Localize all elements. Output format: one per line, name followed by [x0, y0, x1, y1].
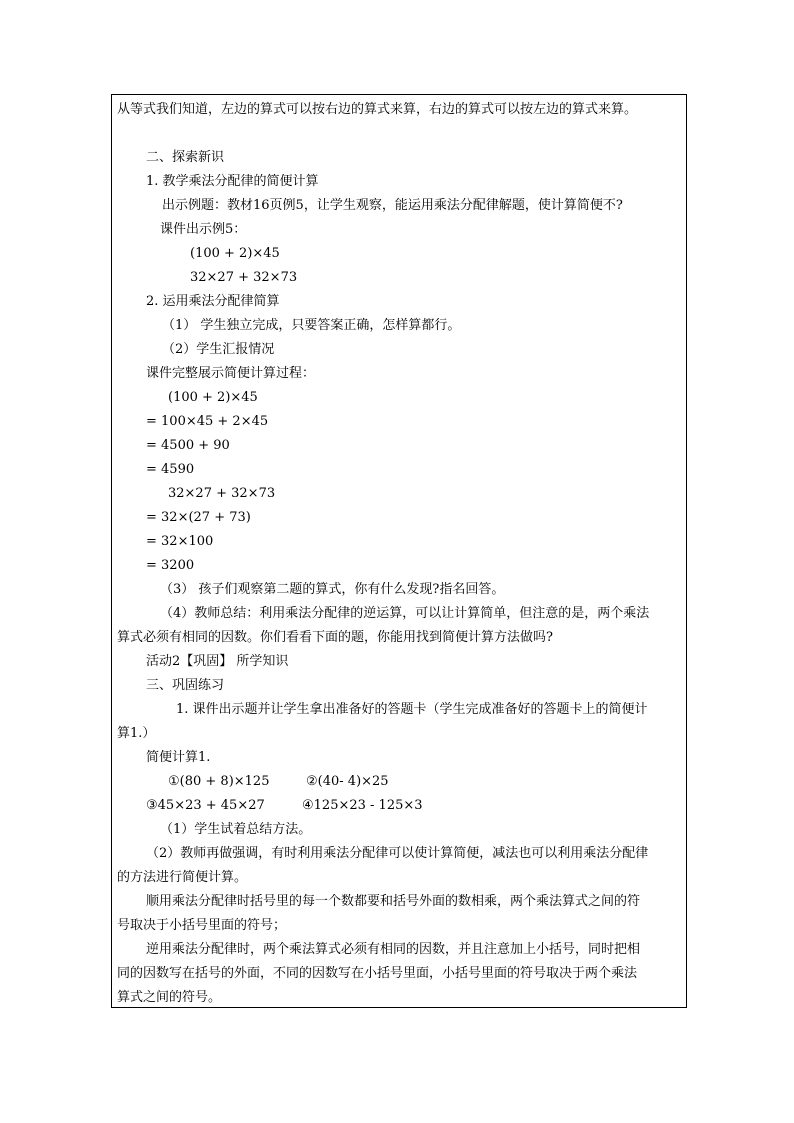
section-heading-practice: 三、巩固练习	[146, 678, 225, 693]
text-line: （2）教师再做强调，有时利用乘法分配律可以使计算简便，减法也可以利用乘法分配律	[146, 846, 649, 861]
subheading-1: 1. 教学乘法分配律的简便计算	[146, 174, 319, 189]
formula-line: = 32×100	[146, 534, 214, 549]
text-line: （4）教师总结：利用乘法分配律的逆运算，可以让计算简单，但注意的是，两个乘法	[160, 606, 650, 621]
formula-line: = 4590	[146, 462, 195, 477]
text-line: 课件完整展示简便计算过程：	[146, 366, 316, 381]
formula-line: 32×27 + 32×73	[190, 270, 298, 285]
text-line: 的方法进行简便计算。	[117, 870, 248, 885]
text-line: 算1.）	[117, 726, 156, 741]
text-line: （1）学生试着总结方法。	[160, 822, 312, 837]
text-line-intro: 从等式我们知道，左边的算式可以按右边的算式来算，右边的算式可以按左边的算式来算。	[117, 102, 638, 117]
activity-heading: 活动2【巩固】 所学知识	[146, 654, 289, 669]
formula-line: 32×27 + 32×73	[168, 486, 276, 501]
formula-line: (100 + 2)×45	[190, 246, 280, 261]
formula-line: = 32×(27 + 73)	[146, 510, 251, 525]
text-line: 同的因数写在括号的外面，不同的因数写在小括号里面，小括号里面的符号取决于两个乘法	[117, 966, 638, 981]
subheading-2: 2. 运用乘法分配律简算	[146, 294, 280, 309]
text-line: 逆用乘法分配律时，两个乘法算式必须有相同的因数，并且注意加上小括号，同时把相	[146, 942, 641, 957]
exercise-item: ①(80 + 8)×125	[168, 774, 270, 789]
formula-line: = 4500 + 90	[146, 438, 230, 453]
text-line: （1） 学生独立完成，只要答案正确，怎样算都行。	[162, 318, 461, 333]
text-line: 出示例题：教材16页例5，让学生观察，能运用乘法分配律解题，使计算简便不?	[162, 198, 623, 213]
text-line: 简便计算1.	[146, 750, 211, 765]
text-line: （2）学生汇报情况	[162, 342, 275, 357]
text-line: （3） 孩子们观察第二题的算式，你有什么发现?指名回答。	[160, 582, 505, 597]
text-line: 算式之间的符号。	[117, 990, 222, 1005]
section-heading-explore: 二、探索新识	[146, 150, 225, 165]
text-line: 顺用乘法分配律时括号里的每一个数都要和括号外面的数相乘，两个乘法算式之间的符	[146, 894, 641, 909]
text-line: 1. 课件出示题并让学生拿出准备好的答题卡（学生完成准备好的答题卡上的简便计	[176, 702, 648, 717]
text-line: 课件出示例5：	[160, 222, 247, 237]
exercise-item: ④125×23 - 125×3	[302, 798, 423, 813]
exercise-item: ②(40- 4)×25	[306, 774, 389, 789]
exercise-item: ③45×23 + 45×27	[146, 798, 265, 813]
text-line: 算式必须有相同的因数。你们看看下面的题，你能用找到简便计算方法做吗?	[117, 630, 553, 645]
formula-line: = 3200	[146, 558, 195, 573]
formula-line: = 100×45 + 2×45	[146, 414, 269, 429]
formula-line: (100 + 2)×45	[168, 390, 258, 405]
text-line: 号取决于小括号里面的符号；	[117, 918, 287, 933]
